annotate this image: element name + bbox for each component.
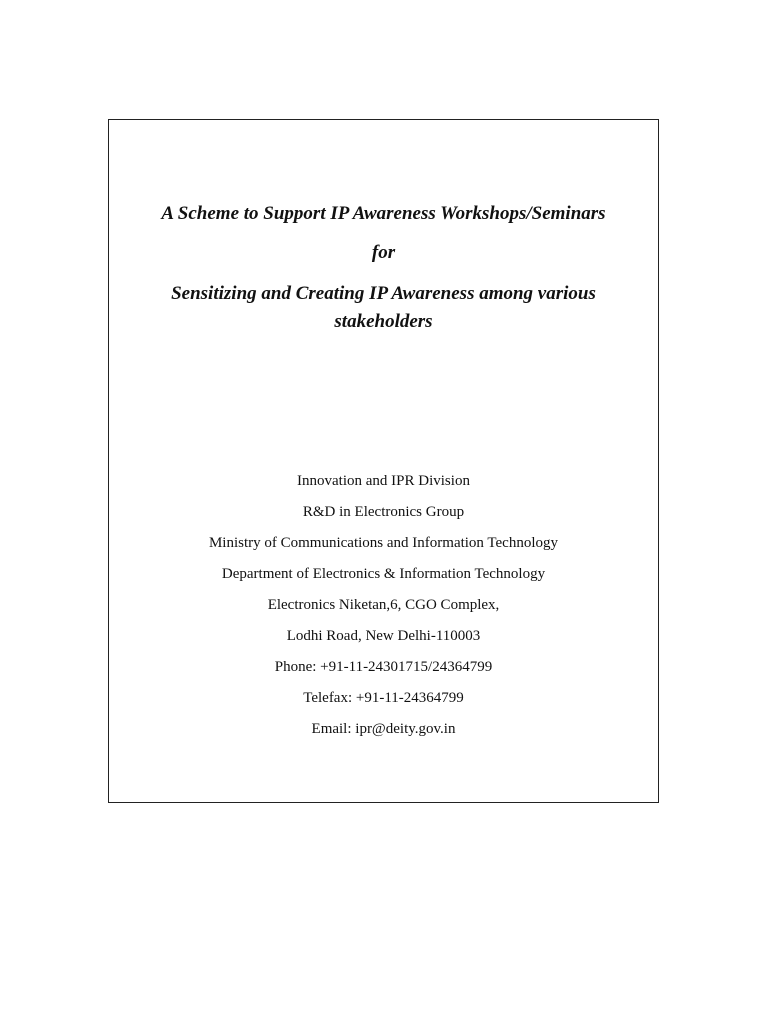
email-address: Email: ipr@deity.gov.in — [311, 721, 456, 737]
street-address: Electronics Niketan,6, CGO Complex, — [267, 597, 500, 613]
title-line-2: Sensitizing and Creating IP Awareness among various — [171, 283, 596, 304]
title-line-1: A Scheme to Support IP Awareness Workshops/Seminars — [161, 203, 606, 224]
contact-address-block — [109, 466, 658, 745]
document-subtitle — [109, 280, 658, 336]
telefax-number: Telefax: +91-11-24364799 — [303, 690, 464, 706]
document-title — [109, 200, 658, 228]
ministry-name: Ministry of Communications and Information Technology — [208, 535, 559, 551]
cover-box — [108, 119, 659, 803]
city-address: Lodhi Road, New Delhi-110003 — [286, 628, 481, 644]
division-name: Innovation and IPR Division — [297, 473, 470, 489]
department-name: Department of Electronics & Information Technology — [221, 566, 546, 582]
title-line-3: stakeholders — [334, 311, 433, 332]
title-connector: for — [371, 242, 396, 263]
phone-number: Phone: +91-11-24301715/24364799 — [274, 659, 493, 675]
group-name: R&D in Electronics Group — [302, 504, 465, 520]
